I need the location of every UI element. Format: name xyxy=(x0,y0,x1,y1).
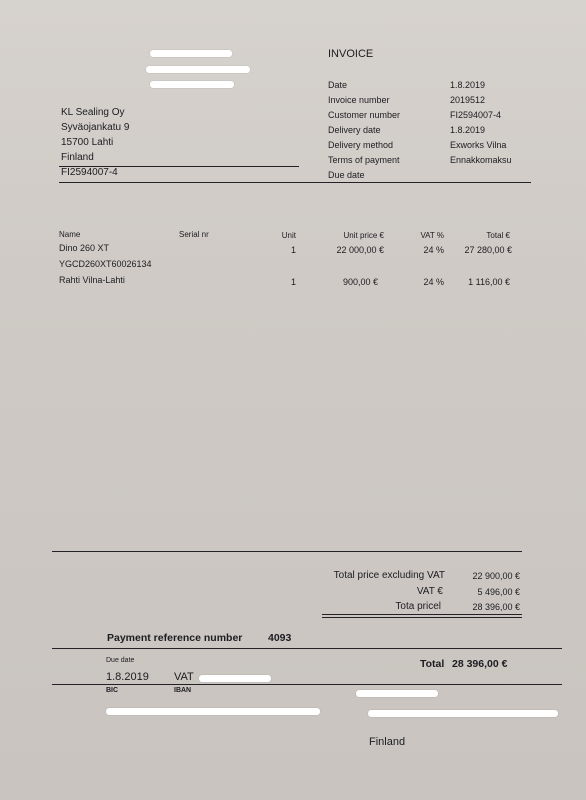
vat-number-label: VAT xyxy=(174,671,194,683)
row1-unit-price: 22 000,00 € xyxy=(336,245,384,255)
row3-name: Rahti Vilna-Lahti xyxy=(59,275,125,285)
column-header-total: Total € xyxy=(486,231,510,240)
meta-label-due-date: Due date xyxy=(328,170,365,180)
invoice-title: INVOICE xyxy=(328,48,374,60)
payment-total-label: Total xyxy=(420,658,445,670)
total-price-label: Tota pricel xyxy=(395,601,441,612)
row2-name: YGCD260XT60026134 xyxy=(59,259,152,269)
vat-label: VAT € xyxy=(416,586,443,597)
row1-unit: 1 xyxy=(290,245,296,255)
row3-vat: 24 % xyxy=(423,277,444,287)
row3-unit-price: 900,00 € xyxy=(342,277,378,287)
recipient-line-city: 15700 Lahti xyxy=(61,137,114,148)
column-header-vat: VAT % xyxy=(420,231,444,240)
vat-number-redacted xyxy=(199,675,271,682)
totals-underline-1 xyxy=(322,614,522,615)
due-date-label: Due date xyxy=(106,657,135,664)
recipient-line-street: Syväojankatu 9 xyxy=(61,122,130,133)
recipient-line-company: KL Sealing Oy xyxy=(61,107,125,118)
row3-unit: 1 xyxy=(290,277,296,287)
meta-label-terms-of-payment: Terms of payment xyxy=(328,155,400,165)
sender-city-redacted xyxy=(150,81,234,88)
meta-value-invoice-number: 2019512 xyxy=(450,95,486,105)
meta-label-delivery-date: Delivery date xyxy=(328,125,381,135)
sender-company-redacted xyxy=(356,690,438,697)
bic-label: BIC xyxy=(106,687,119,694)
payment-total-value: 28 396,00 € xyxy=(452,658,508,670)
sender-address-footer-redacted xyxy=(368,710,558,717)
total-price-value: 28 396,00 € xyxy=(472,602,520,612)
payment-reference-label: Payment reference number xyxy=(107,632,243,644)
meta-value-delivery-date: 1.8.2019 xyxy=(450,125,486,135)
header-divider xyxy=(59,182,531,183)
meta-value-terms-of-payment: Ennakkomaksu xyxy=(450,155,512,165)
meta-value-delivery-method: Exworks Vilna xyxy=(450,140,507,150)
payment-reference-value: 4093 xyxy=(268,632,292,644)
meta-label-invoice-number: Invoice number xyxy=(328,95,390,105)
meta-label-delivery-method: Delivery method xyxy=(328,140,394,150)
footer-country: Finland xyxy=(369,736,406,748)
total-excl-vat-value: 22 900,00 € xyxy=(472,571,520,581)
column-header-name: Name xyxy=(59,230,81,239)
column-header-unit: Unit xyxy=(281,231,296,240)
bank-divider xyxy=(52,684,562,685)
row1-total: 27 280,00 € xyxy=(464,245,512,255)
total-excl-vat-label: Total price excluding VAT xyxy=(333,570,445,581)
meta-label-customer-number: Customer number xyxy=(328,110,401,120)
sender-name-redacted xyxy=(150,50,232,57)
column-header-serial: Serial nr xyxy=(179,230,209,239)
payment-divider xyxy=(52,648,562,649)
bank-details-redacted xyxy=(106,708,320,715)
meta-value-date: 1.8.2019 xyxy=(450,80,486,90)
recipient-line-country: Finland xyxy=(61,152,94,163)
vat-value: 5 496,00 € xyxy=(477,587,520,597)
iban-label: IBAN xyxy=(174,687,192,694)
totals-top-divider xyxy=(52,551,522,552)
recipient-business-id: FI2594007-4 xyxy=(61,167,118,178)
row1-name: Dino 260 XT xyxy=(59,243,110,253)
column-header-unit-price: Unit price € xyxy=(343,231,384,240)
due-date-value: 1.8.2019 xyxy=(106,671,149,683)
meta-value-customer-number: FI2594007-4 xyxy=(450,110,502,120)
totals-underline-2 xyxy=(322,617,522,618)
row3-total: 1 116,00 € xyxy=(468,277,510,287)
meta-label-date: Date xyxy=(328,80,348,90)
row1-vat: 24 % xyxy=(423,245,444,255)
sender-address-redacted xyxy=(146,66,250,73)
